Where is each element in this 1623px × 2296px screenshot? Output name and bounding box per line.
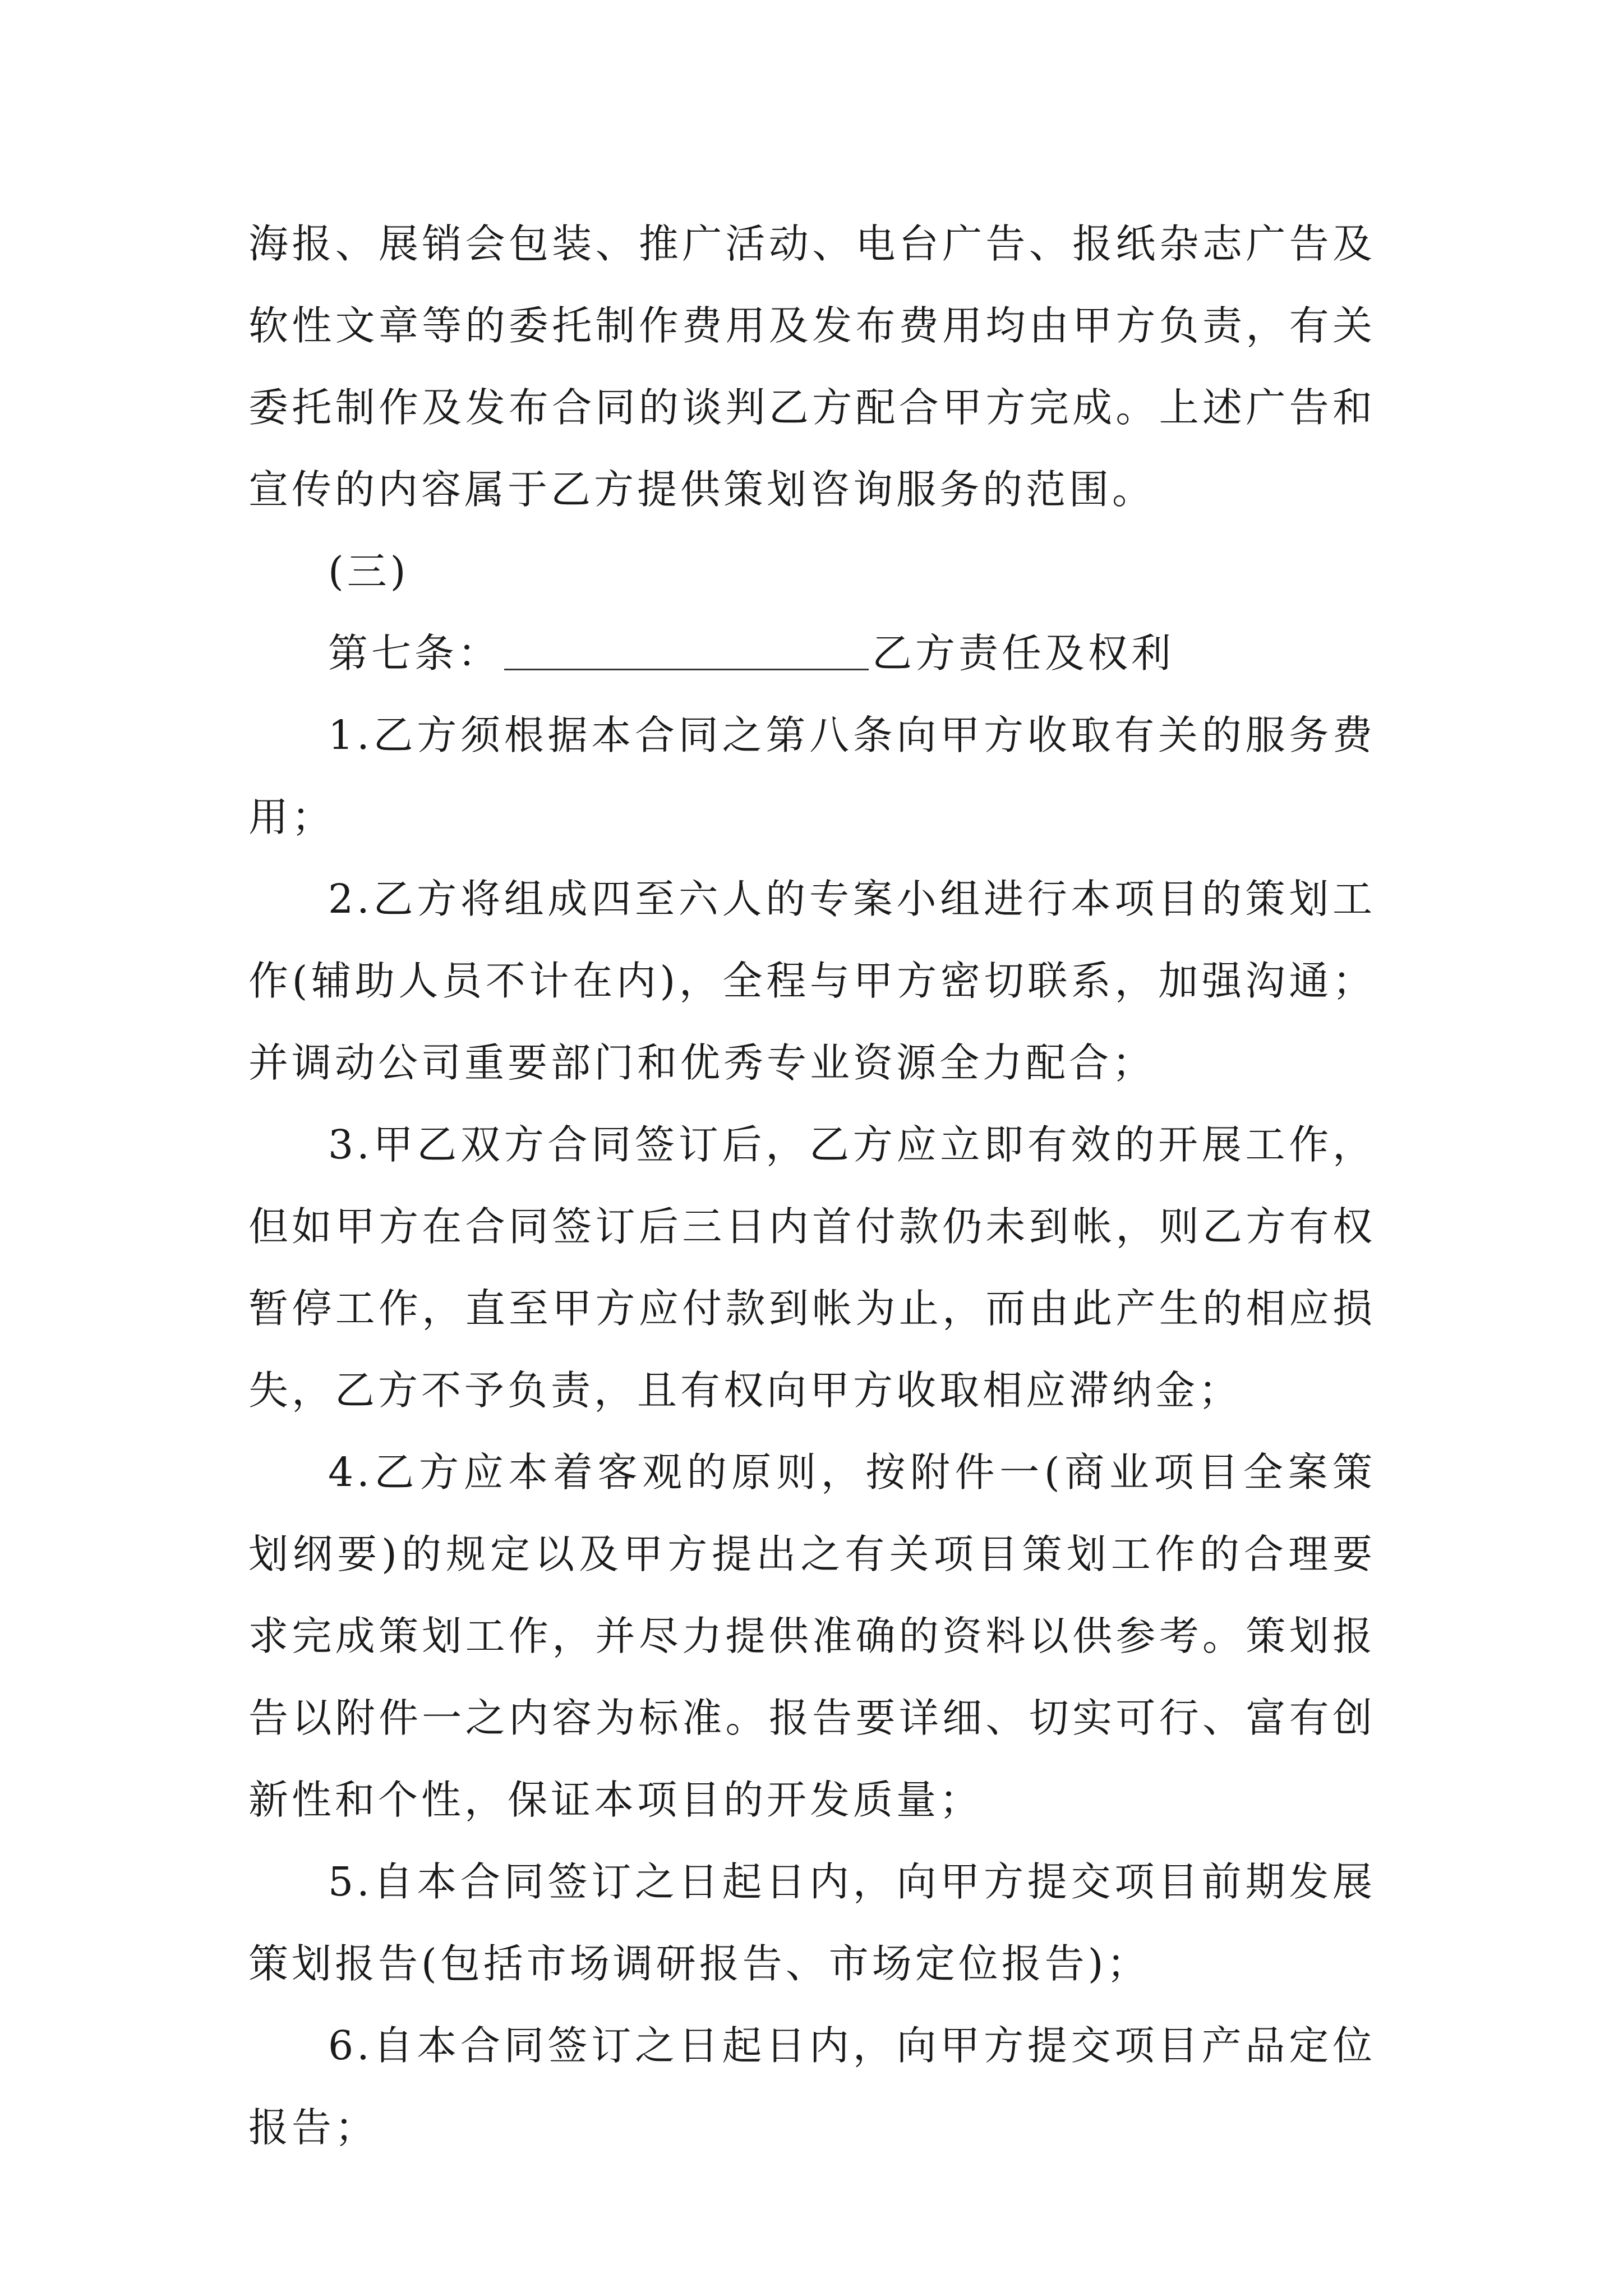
article-7-prefix: 第七条：	[328, 630, 501, 677]
list-item-3: 3.甲乙双方合同签订后，乙方应立即有效的开展工作，但如甲方在合同签订后三日内首付款仍未到帐，则乙方有权暂停工作，直至甲方应付款到帐为止，而由此产生的相应损失，乙方不予负责，且有权向甲方收取相应滞纳金；	[248, 1121, 1376, 1414]
list-item-2: 2.乙方将组成四至六人的专案小组进行本项目的策划工作(辅助人员不计在内)，全程与甲方密切联系，加强沟通；并调动公司重要部门和优秀专业资源全力配合；	[248, 876, 1376, 1086]
fill-in-blank-line	[504, 629, 869, 670]
section-heading-3: (三)	[328, 548, 409, 595]
list-item-5: 5.自本合同签订之日起日内，向甲方提交项目前期发展策划报告(包括市场调研报告、市场定位报告)；	[248, 1858, 1376, 1987]
article-7-title: 乙方责任及权利	[872, 630, 1175, 677]
continuation-paragraph: 海报、展销会包装、推广活动、电台广告、报纸杂志广告及软性文章等的委托制作费用及发布费用均由甲方负责，有关委托制作及发布合同的谈判乙方配合甲方完成。上述广告和宣传的内容属于乙方提供策划咨询服务的范围。	[248, 220, 1376, 513]
list-item-1: 1.乙方须根据本合同之第八条向甲方收取有关的服务费用；	[248, 712, 1376, 840]
list-item-6: 6.自本合同签订之日起日内，向甲方提交项目产品定位报告；	[248, 2022, 1376, 2151]
list-item-4: 4.乙方应本着客观的原则，按附件一(商业项目全案策划纲要)的规定以及甲方提出之有关项目策划工作的合理要求完成策划工作，并尽力提供准确的资料以供参考。策划报告以附件一之内容为标准。报告要详细、切实可行、富有创新性和个性，保证本项目的开发质量；	[248, 1449, 1376, 1823]
article-7-heading	[248, 613, 1376, 694]
document-body	[248, 203, 1376, 2169]
